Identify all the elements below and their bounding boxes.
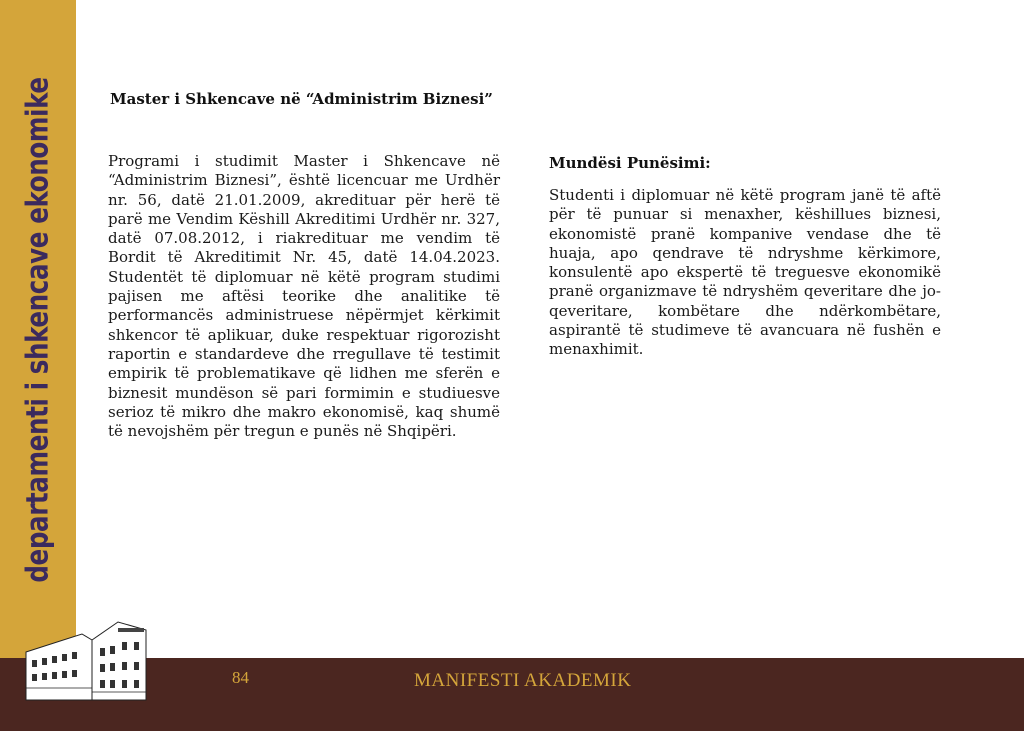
employment-description: Studenti i diplomuar në këtë program janë të aftë për të punuar si menaxher, këshillues biznesi, ekonomistë pranë kompanive vendase dhe të huaja, apo qendrave të ndryshme kërkimore, konsulentë apo ekspertë të treguesve ekonomikë pranë organizmave të ndryshëm qeveritare dhe jo-qeveritare, kombëtare dhe ndërkombëtare, aspirantë të studimeve të avancuara në fushën e menaxhimit. <box>549 186 941 359</box>
university-building-icon <box>22 612 162 702</box>
footer-title: MANIFESTI AKADEMIK <box>414 670 632 691</box>
page-heading: Master i Shkencave në “Administrim Biznesi” <box>110 90 493 108</box>
employment-heading: Mundësi Punësimi: <box>549 154 711 172</box>
page-number: 84 <box>232 668 249 687</box>
program-description: Programi i studimit Master i Shkencave në “Administrim Biznesi”, është licencuar me Urdhër nr. 56, datë 21.01.2009, akredituar për herë të parë me Vendim Këshill Akreditimi Urdhër nr. 327, datë 07.08.2012, i riakredituar me vendim të Bordit të Akreditimit Nr. 45, datë 14.04.2023. Studentët të diplomuar në këtë program studimi pajisen me aftësi teorike dhe analitike të performancës administruese nëpërmjet kërkimit shkencor të aplikuar, duke respektuar rigorozisht raportin e standardeve dhe rregullave të testimit empirik të problematikave që lidhen me sferën e biznesit mundëson së pari formimin e studiuesve serioz të mikro dhe makro ekonomisë, kaq shumë të nevojshëm për tregun e punës në Shqipëri. <box>108 152 500 441</box>
department-label: departamenti i shkencave ekonomike <box>20 77 56 583</box>
sidebar-band <box>0 0 76 658</box>
